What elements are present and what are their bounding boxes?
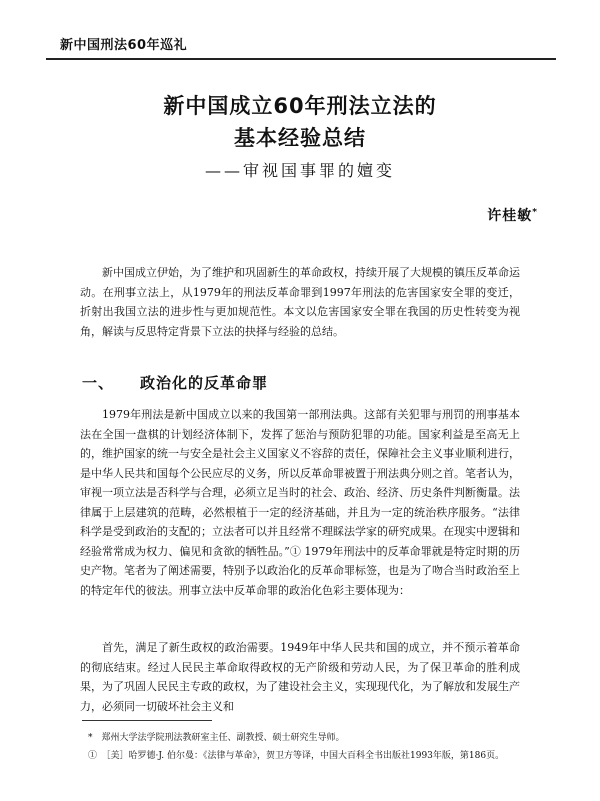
footnote-1: ① ［美］哈罗德·J. 伯尔曼：《法律与革命》，贺卫方等译，中国大百科全书出版社1993年版，第186页。 (88, 751, 505, 761)
article-subtitle: ——审视国事罪的嬗变 (204, 161, 395, 180)
footnote-author: * 郑州大学法学院刑法教研室主任、副教授、硕士研究生导师。 (88, 733, 345, 743)
article-title-line2: 基本经验总结 (234, 126, 366, 150)
author-name: 许桂敏 (487, 208, 533, 224)
section-heading (82, 372, 268, 393)
article-title-line1: 新中国成立60年刑法立法的 (163, 94, 437, 118)
section-title: 政治化的反革命罪 (140, 374, 269, 392)
section-number: 一、 (82, 374, 115, 392)
header-rule (46, 58, 556, 60)
body-paragraph-1: 1979年刑法是新中国成立以来的我国第一部刑法典。这部有关犯罪与刑罚的刑事基本法在全国一盘棋的计划经济体制下，发挥了惩治与预防犯罪的功能。国家利益是至高无上的，维护国家的统一与安全是社会主义国家义不容辞的责任，保障社会主义事业顺利进行，是中华人民共和国每个公民应尽的义务，所以反革命罪被置于刑法典分则之首。笔者认为，审视一项立法是否科学与合理，必须立足当时的社会、政治、经济、历史条件判断衡量。法律属于上层建筑的范畴，必然根植于一定的经济基础，并且为一定的统治秩序服务。“法律科学是受到政治的支配的；立法者可以并且经常不理睬法学家的研究成果。在现实中逻辑和经验常常成为权力、偏见和贪欲的牺牲品。”① 1979年刑法中的反革命罪就是特定时期的历史产物。笔者为了阐述需要，特别予以政治化的反革命罪标签，也是为了吻合当时政治至上的特定年代的彼法。刑事立法中反革命罪的政治化色彩主要体现为： (80, 408, 520, 597)
author-footnote-mark: * (532, 207, 538, 218)
body-paragraph-2: 首先，满足了新生政权的政治需要。1949年中华人民共和国的成立，并不预示着革命的彻底结束。经过人民民主革命取得政权的无产阶级和劳动人民，为了保卫革命的胜利成果，为了巩固人民民主专政的政权，为了建设社会主义，实现现代化，为了解放和发展生产力，必须同一切破坏社会主义和 (80, 641, 520, 713)
abstract-paragraph: 新中国成立伊始，为了维护和巩固新生的革命政权，持续开展了大规模的镇压反革命运动。在刑事立法上，从1979年的刑法反革命罪到1997年刑法的危害国家安全罪的变迁，折射出我国立法的进步性与更加规范性。本文以危害国家安全罪在我国的历史性转变为视角，解读与反思特定背景下立法的抉择与经验的总结。 (80, 266, 520, 338)
running-head: 新中国刑法60年巡礼 (60, 38, 188, 53)
footnote-rule (82, 720, 212, 721)
author-byline (487, 205, 538, 225)
